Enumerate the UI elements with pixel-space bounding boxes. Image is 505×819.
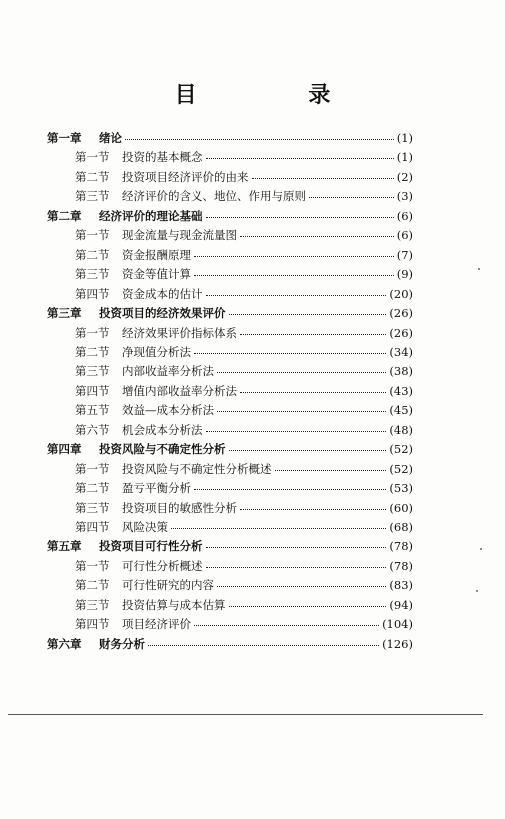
toc-section-entry — [75, 575, 413, 595]
entry-page-number: (48) — [389, 422, 413, 437]
entry-page-number: (78) — [389, 558, 413, 573]
entry-title: 经济评价的理论基础 — [99, 208, 203, 223]
entry-number: 第二节 — [75, 169, 110, 184]
entry-title: 财务分析 — [99, 636, 145, 651]
entry-title: 投资项目经济评价的由来 — [122, 169, 249, 184]
toc-section-entry — [75, 517, 413, 537]
toc-section-entry — [75, 420, 413, 440]
dot-leader — [240, 392, 386, 393]
entry-page-number: (6) — [396, 208, 413, 223]
entry-title: 投资估算与成本估算 — [122, 597, 226, 612]
dot-leader — [240, 509, 386, 510]
entry-title: 投资的基本概念 — [122, 150, 203, 165]
toc-section-entry — [75, 147, 413, 167]
dot-leader — [206, 158, 394, 159]
entry-number: 第三节 — [75, 189, 110, 204]
entry-number: 第四节 — [75, 383, 110, 398]
entry-title: 投资风险与不确定性分析 — [99, 442, 226, 457]
entry-number: 第二节 — [75, 481, 110, 496]
footer-rule — [8, 714, 483, 715]
entry-page-number: (104) — [382, 617, 413, 632]
entry-page-number: (45) — [389, 403, 413, 418]
dot-leader — [206, 567, 387, 568]
entry-page-number: (53) — [389, 481, 413, 496]
toc-section-entry — [75, 186, 413, 206]
entry-title: 增值内部收益率分析法 — [122, 383, 237, 398]
toc-section-entry — [75, 498, 413, 518]
toc-section-entry — [75, 167, 413, 187]
entry-title: 效益—成本分析法 — [122, 403, 214, 418]
entry-number: 第三节 — [75, 597, 110, 612]
entry-number: 第二章 — [47, 208, 82, 223]
entry-page-number: (1) — [396, 131, 413, 145]
entry-page-number: (94) — [389, 597, 413, 612]
entry-title: 盈亏平衡分析 — [122, 481, 191, 496]
entry-number: 第四节 — [75, 617, 110, 632]
entry-number: 第五节 — [75, 403, 110, 418]
entry-number: 第二节 — [75, 578, 110, 593]
entry-number: 第四章 — [47, 442, 82, 457]
entry-page-number: (1) — [396, 150, 413, 165]
entry-title: 机会成本分析法 — [122, 422, 203, 437]
dot-leader — [229, 314, 387, 315]
scan-speck — [476, 590, 478, 592]
toc-section-entry — [75, 400, 413, 420]
toc-section-entry — [75, 225, 413, 245]
toc-section-entry — [75, 614, 413, 634]
toc-section-entry — [75, 245, 413, 265]
entry-number: 第六节 — [75, 422, 110, 437]
dot-leader — [194, 625, 379, 626]
dot-leader — [217, 372, 386, 373]
entry-page-number: (52) — [389, 442, 413, 457]
toc-section-entry — [75, 264, 413, 284]
entry-number: 第三节 — [75, 500, 110, 515]
entry-number: 第一节 — [75, 325, 110, 340]
entry-title: 绪论 — [99, 131, 122, 145]
toc-section-entry — [75, 556, 413, 576]
entry-page-number: (68) — [389, 520, 413, 534]
entry-number: 第三节 — [75, 267, 110, 282]
entry-page-number: (9) — [396, 267, 413, 282]
scan-speck — [480, 548, 482, 550]
entry-title: 净现值分析法 — [122, 344, 191, 359]
toc-section-entry — [75, 323, 413, 343]
entry-page-number: (34) — [389, 344, 413, 359]
page-title: 目 录 — [174, 83, 383, 108]
dot-leader — [206, 547, 387, 548]
dot-leader — [229, 606, 387, 607]
entry-title: 资金成本的估计 — [122, 286, 203, 301]
entry-title: 投资风险与不确定性分析概述 — [122, 461, 272, 476]
dot-leader — [206, 217, 394, 218]
toc-section-entry — [75, 459, 413, 479]
toc-chapter-entry — [47, 128, 413, 148]
entry-title: 资金等值计算 — [122, 267, 191, 282]
entry-title: 经济效果评价指标体系 — [122, 325, 237, 340]
dot-leader — [194, 275, 394, 276]
entry-number: 第四节 — [75, 286, 110, 301]
dot-leader — [125, 139, 394, 140]
entry-number: 第四节 — [75, 520, 110, 534]
entry-title: 内部收益率分析法 — [122, 364, 214, 379]
scan-speck — [478, 268, 480, 270]
dot-leader — [194, 489, 386, 490]
entry-page-number: (126) — [382, 636, 413, 651]
entry-title: 经济评价的含义、地位、作用与原则 — [122, 189, 306, 204]
entry-page-number: (52) — [389, 461, 413, 476]
entry-number: 第一章 — [47, 131, 82, 145]
toc-chapter-entry — [47, 303, 413, 323]
dot-leader — [217, 586, 386, 587]
entry-title: 可行性分析概述 — [122, 558, 203, 573]
dot-leader — [194, 256, 394, 257]
dot-leader — [275, 470, 387, 471]
entry-title: 投资项目可行性分析 — [99, 539, 203, 554]
entry-number: 第一节 — [75, 150, 110, 165]
entry-page-number: (38) — [389, 364, 413, 379]
dot-leader — [206, 295, 387, 296]
entry-title: 资金报酬原理 — [122, 247, 191, 262]
entry-number: 第二节 — [75, 247, 110, 262]
entry-page-number: (6) — [396, 228, 413, 243]
entry-number: 第一节 — [75, 558, 110, 573]
dot-leader — [252, 178, 394, 179]
entry-title: 投资项目的经济效果评价 — [99, 306, 226, 321]
dot-leader — [194, 353, 386, 354]
dot-leader — [240, 236, 394, 237]
dot-leader — [240, 334, 386, 335]
toc-chapter-entry — [47, 634, 413, 654]
entry-title: 风险决策 — [122, 520, 168, 534]
toc-section-entry — [75, 361, 413, 381]
dot-leader — [229, 450, 387, 451]
entry-page-number: (2) — [396, 169, 413, 184]
dot-leader — [217, 411, 386, 412]
entry-number: 第三章 — [47, 306, 82, 321]
dot-leader — [309, 197, 394, 198]
entry-page-number: (60) — [389, 500, 413, 515]
entry-title: 现金流量与现金流量图 — [122, 228, 237, 243]
toc-section-entry — [75, 284, 413, 304]
toc-section-entry — [75, 595, 413, 615]
toc-chapter-entry — [47, 439, 413, 459]
entry-number: 第五章 — [47, 539, 82, 554]
entry-number: 第六章 — [47, 636, 82, 651]
entry-number: 第三节 — [75, 364, 110, 379]
entry-page-number: (78) — [389, 539, 413, 554]
toc-section-entry — [75, 342, 413, 362]
toc-chapter-entry — [47, 206, 413, 226]
entry-number: 第一节 — [75, 461, 110, 476]
entry-page-number: (7) — [396, 247, 413, 262]
entry-number: 第一节 — [75, 228, 110, 243]
dot-leader — [148, 645, 379, 646]
entry-page-number: (43) — [389, 383, 413, 398]
entry-page-number: (83) — [389, 578, 413, 593]
entry-title: 投资项目的敏感性分析 — [122, 500, 237, 515]
entry-page-number: (3) — [396, 189, 413, 204]
entry-page-number: (20) — [389, 286, 413, 301]
toc-chapter-entry — [47, 536, 413, 556]
toc-section-entry — [75, 381, 413, 401]
entry-number: 第二节 — [75, 344, 110, 359]
entry-page-number: (26) — [389, 306, 413, 321]
entry-page-number: (26) — [389, 325, 413, 340]
dot-leader — [206, 431, 387, 432]
entry-title: 可行性研究的内容 — [122, 578, 214, 593]
toc-section-entry — [75, 478, 413, 498]
dot-leader — [171, 528, 386, 529]
entry-title: 项目经济评价 — [122, 617, 191, 632]
